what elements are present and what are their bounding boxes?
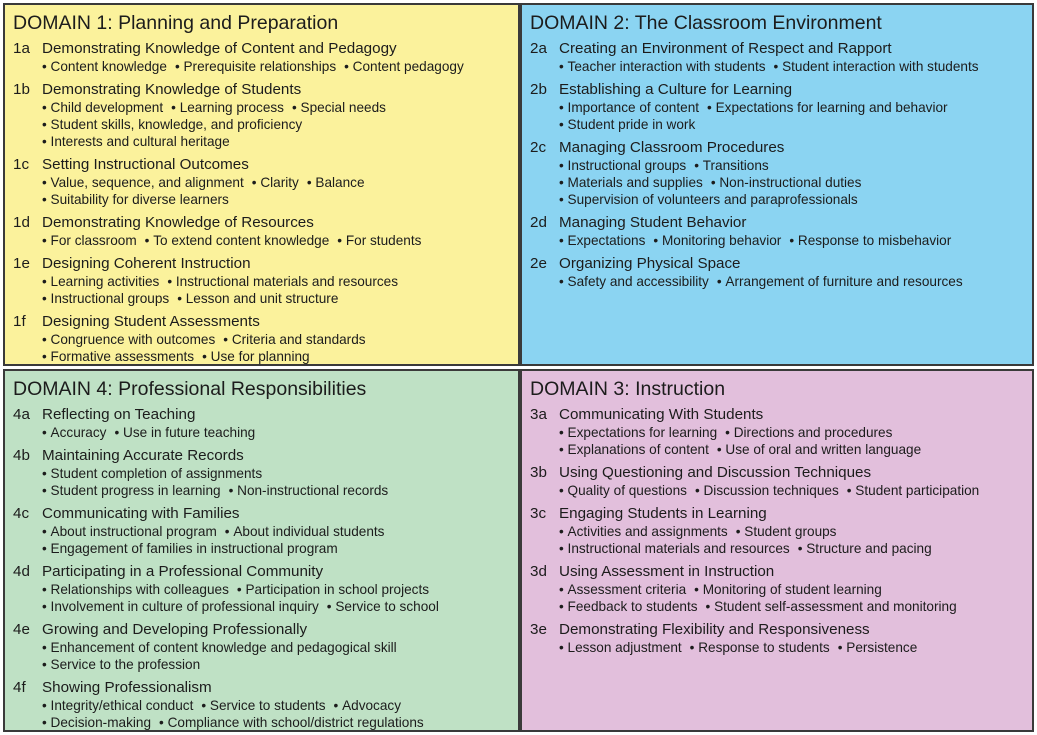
component-title: Designing Student Assessments [42, 313, 260, 330]
element-list [13, 523, 510, 557]
element-item: • Response to misbehavior [789, 233, 951, 248]
component-heading [13, 406, 510, 424]
element-item: • Integrity/ethical conduct [42, 698, 193, 713]
element-item: • Use in future teaching [114, 425, 255, 440]
component-title: Reflecting on Teaching [42, 406, 196, 423]
component-number: 2a [530, 40, 547, 57]
element-list [530, 523, 1024, 557]
element-item: • Feedback to students [559, 599, 698, 614]
element-list [13, 331, 510, 365]
element-list [530, 58, 1024, 75]
element-item: • Student self-assessment and monitoring [706, 599, 957, 614]
domain-title: DOMAIN 3: Instruction [530, 378, 726, 400]
domain-title: DOMAIN 1: Planning and Preparation [13, 12, 339, 34]
component-2c [530, 139, 1024, 208]
component-number: 4f [13, 679, 26, 696]
element-item: • Learning activities [42, 274, 159, 289]
element-item: • Expectations [559, 233, 645, 248]
element-line [559, 598, 1024, 615]
domain-4-panel [3, 369, 520, 732]
element-item: • About instructional program [42, 524, 217, 539]
element-item: • Advocacy [334, 698, 401, 713]
component-number: 1a [13, 40, 30, 57]
element-item: • Value, sequence, and alignment [42, 175, 244, 190]
element-item: • Assessment criteria [559, 582, 686, 597]
element-list [530, 424, 1024, 458]
component-heading [13, 81, 510, 99]
element-item: • For students [337, 233, 421, 248]
component-title: Setting Instructional Outcomes [42, 156, 249, 173]
element-item: • Explanations of content [559, 442, 709, 457]
element-line [42, 273, 510, 290]
element-line [42, 133, 510, 150]
component-heading [13, 40, 510, 58]
element-item: • Content pedagogy [344, 59, 464, 74]
element-line [42, 174, 510, 191]
element-item: • Suitability for diverse learners [42, 192, 229, 207]
element-line [42, 523, 510, 540]
component-3d [530, 563, 1024, 615]
element-item: • Formative assessments [42, 349, 194, 364]
element-item: • Supervision of volunteers and paraprofessionals [559, 192, 858, 207]
component-heading [530, 464, 1024, 482]
element-list [530, 157, 1024, 208]
element-item: • Service to students [201, 698, 325, 713]
element-line [42, 639, 510, 656]
element-item: • Materials and supplies [559, 175, 703, 190]
component-2a [530, 40, 1024, 75]
component-list [13, 40, 510, 365]
component-heading [530, 139, 1024, 157]
element-item: • Engagement of families in instructional program [42, 541, 338, 556]
component-heading [530, 81, 1024, 99]
element-item: • Student completion of assignments [42, 466, 262, 481]
element-line [42, 465, 510, 482]
element-item: • Enhancement of content knowledge and pedagogical skill [42, 640, 397, 655]
element-item: • Expectations for learning [559, 425, 717, 440]
component-4f [13, 679, 510, 731]
element-item: • To extend content knowledge [145, 233, 330, 248]
element-line [559, 441, 1024, 458]
component-number: 3c [530, 505, 547, 522]
element-item: • Safety and accessibility [559, 274, 709, 289]
element-item: • Teacher interaction with students [559, 59, 766, 74]
element-item: • Student progress in learning [42, 483, 221, 498]
component-title: Designing Coherent Instruction [42, 255, 251, 272]
component-number: 4c [13, 505, 30, 522]
component-3a [530, 406, 1024, 458]
element-item: • Student skills, knowledge, and proficiency [42, 117, 302, 132]
element-list [13, 639, 510, 673]
component-title: Creating an Environment of Respect and Rapport [559, 40, 892, 57]
element-item: • Participation in school projects [237, 582, 429, 597]
element-item: • Interests and cultural heritage [42, 134, 230, 149]
component-heading [530, 406, 1024, 424]
component-2d [530, 214, 1024, 249]
element-item: • Child development [42, 100, 163, 115]
element-item: • Lesson and unit structure [177, 291, 338, 306]
component-heading [530, 255, 1024, 273]
element-item: • Prerequisite relationships [175, 59, 336, 74]
component-number: 1e [13, 255, 30, 272]
element-list [530, 581, 1024, 615]
component-heading [13, 621, 510, 639]
element-item: • Student interaction with students [774, 59, 979, 74]
element-line [42, 290, 510, 307]
component-1d [13, 214, 510, 249]
element-item: • Transitions [694, 158, 769, 173]
element-line [559, 99, 1024, 116]
component-list [530, 40, 1024, 290]
element-item: • Student groups [736, 524, 837, 539]
component-1c [13, 156, 510, 208]
component-title: Demonstrating Flexibility and Responsiveness [559, 621, 870, 638]
domain-title: DOMAIN 4: Professional Responsibilities [13, 378, 367, 400]
element-list [13, 232, 510, 249]
component-title: Participating in a Professional Community [42, 563, 324, 580]
element-item: • Response to students [690, 640, 830, 655]
component-title: Demonstrating Knowledge of Students [42, 81, 302, 98]
element-item: • Clarity [252, 175, 299, 190]
element-line [42, 99, 510, 116]
component-heading [530, 621, 1024, 639]
component-4c [13, 505, 510, 557]
component-title: Engaging Students in Learning [559, 505, 767, 522]
element-line [42, 598, 510, 615]
element-line [559, 639, 1024, 656]
component-1a [13, 40, 510, 75]
component-heading [13, 505, 510, 523]
domain-1-panel [3, 3, 520, 366]
element-list [530, 482, 1024, 499]
element-item: • Structure and pacing [798, 541, 932, 556]
element-item: • Use for planning [202, 349, 310, 364]
component-heading [13, 679, 510, 697]
element-line [559, 191, 1024, 208]
component-4a [13, 406, 510, 441]
element-list [13, 581, 510, 615]
component-heading [530, 563, 1024, 581]
element-item: • Relationships with colleagues [42, 582, 229, 597]
element-line [42, 116, 510, 133]
element-item: • Quality of questions [559, 483, 687, 498]
element-item: • Learning process [171, 100, 284, 115]
element-line [42, 540, 510, 557]
component-number: 1b [13, 81, 30, 98]
component-heading [530, 40, 1024, 58]
component-number: 1c [13, 156, 30, 173]
element-item: • Instructional materials and resources [167, 274, 398, 289]
element-line [42, 191, 510, 208]
element-list [530, 639, 1024, 656]
element-line [559, 523, 1024, 540]
component-heading [13, 255, 510, 273]
component-number: 1d [13, 214, 30, 231]
component-title: Demonstrating Knowledge of Resources [42, 214, 314, 231]
element-item: • Criteria and standards [223, 332, 365, 347]
element-item: • Non-instructional records [229, 483, 389, 498]
element-line [559, 581, 1024, 598]
element-item: • Expectations for learning and behavior [707, 100, 948, 115]
element-item: • Balance [307, 175, 365, 190]
component-list [13, 406, 510, 731]
component-heading [13, 447, 510, 465]
element-line [559, 424, 1024, 441]
component-heading [13, 563, 510, 581]
component-title: Showing Professionalism [42, 679, 212, 696]
component-1b [13, 81, 510, 150]
component-1e [13, 255, 510, 307]
element-item: • Importance of content [559, 100, 699, 115]
component-4e [13, 621, 510, 673]
element-line [559, 157, 1024, 174]
element-line [559, 540, 1024, 557]
component-3e [530, 621, 1024, 656]
component-3c [530, 505, 1024, 557]
element-list [13, 697, 510, 731]
element-line [42, 331, 510, 348]
component-number: 3b [530, 464, 547, 481]
component-title: Using Questioning and Discussion Techniques [559, 464, 872, 481]
component-heading [13, 313, 510, 331]
element-list [530, 232, 1024, 249]
element-item: • Involvement in culture of professional inquiry [42, 599, 319, 614]
element-item: • Service to the profession [42, 657, 200, 672]
element-item: • Accuracy [42, 425, 106, 440]
element-item: • Compliance with school/district regulations [159, 715, 424, 730]
element-line [42, 656, 510, 673]
element-item: • Service to school [327, 599, 439, 614]
component-4b [13, 447, 510, 499]
component-title: Using Assessment in Instruction [559, 563, 775, 580]
component-number: 3a [530, 406, 547, 423]
domain-2-panel [520, 3, 1034, 366]
element-line [559, 58, 1024, 75]
component-number: 2d [530, 214, 547, 231]
element-line [559, 116, 1024, 133]
component-title: Demonstrating Knowledge of Content and Pedagogy [42, 40, 397, 57]
component-number: 4e [13, 621, 30, 638]
component-number: 4b [13, 447, 30, 464]
element-item: • About individual students [225, 524, 385, 539]
element-line [42, 424, 510, 441]
element-line [42, 348, 510, 365]
component-title: Maintaining Accurate Records [42, 447, 244, 464]
component-number: 2b [530, 81, 547, 98]
element-list [13, 424, 510, 441]
element-list [13, 99, 510, 150]
element-line [559, 273, 1024, 290]
component-title: Managing Student Behavior [559, 214, 747, 231]
element-item: • Monitoring of student learning [694, 582, 882, 597]
element-list [13, 174, 510, 208]
element-item: • Directions and procedures [725, 425, 892, 440]
component-2b [530, 81, 1024, 133]
element-item: • For classroom [42, 233, 137, 248]
component-number: 2c [530, 139, 547, 156]
domain-title: DOMAIN 2: The Classroom Environment [530, 12, 882, 34]
element-list [13, 58, 510, 75]
component-number: 4d [13, 563, 30, 580]
element-item: • Congruence with outcomes [42, 332, 215, 347]
element-item: • Non-instructional duties [711, 175, 862, 190]
component-title: Communicating With Students [559, 406, 764, 423]
component-number: 4a [13, 406, 30, 423]
element-line [559, 174, 1024, 191]
element-line [42, 697, 510, 714]
component-number: 1f [13, 313, 26, 330]
component-number: 3d [530, 563, 547, 580]
element-item: • Persistence [838, 640, 918, 655]
element-item: • Special needs [292, 100, 386, 115]
element-list [530, 273, 1024, 290]
component-title: Organizing Physical Space [559, 255, 741, 272]
element-line [42, 482, 510, 499]
element-line [42, 581, 510, 598]
component-title: Communicating with Families [42, 505, 240, 522]
element-line [559, 232, 1024, 249]
element-item: • Lesson adjustment [559, 640, 682, 655]
component-3b [530, 464, 1024, 499]
element-list [13, 465, 510, 499]
component-title: Growing and Developing Professionally [42, 621, 308, 638]
element-item: • Instructional groups [42, 291, 169, 306]
element-item: • Instructional groups [559, 158, 686, 173]
element-item: • Activities and assignments [559, 524, 728, 539]
element-line [559, 482, 1024, 499]
element-line [42, 232, 510, 249]
component-heading [13, 156, 510, 174]
element-item: • Student participation [847, 483, 979, 498]
element-item: • Student pride in work [559, 117, 695, 132]
component-number: 2e [530, 255, 547, 272]
element-line [42, 58, 510, 75]
component-title: Establishing a Culture for Learning [559, 81, 793, 98]
element-item: • Arrangement of furniture and resources [717, 274, 963, 289]
element-item: • Use of oral and written language [717, 442, 921, 457]
component-heading [13, 214, 510, 232]
element-line [42, 714, 510, 731]
component-heading [530, 214, 1024, 232]
component-list [530, 406, 1024, 656]
component-number: 3e [530, 621, 547, 638]
element-item: • Monitoring behavior [653, 233, 781, 248]
component-2e [530, 255, 1024, 290]
component-4d [13, 563, 510, 615]
element-list [13, 273, 510, 307]
element-item: • Discussion techniques [695, 483, 839, 498]
domain-3-panel [520, 369, 1034, 732]
element-list [530, 99, 1024, 133]
element-item: • Decision-making [42, 715, 151, 730]
component-title: Managing Classroom Procedures [559, 139, 785, 156]
component-1f [13, 313, 510, 365]
component-heading [530, 505, 1024, 523]
element-item: • Instructional materials and resources [559, 541, 790, 556]
element-item: • Content knowledge [42, 59, 167, 74]
